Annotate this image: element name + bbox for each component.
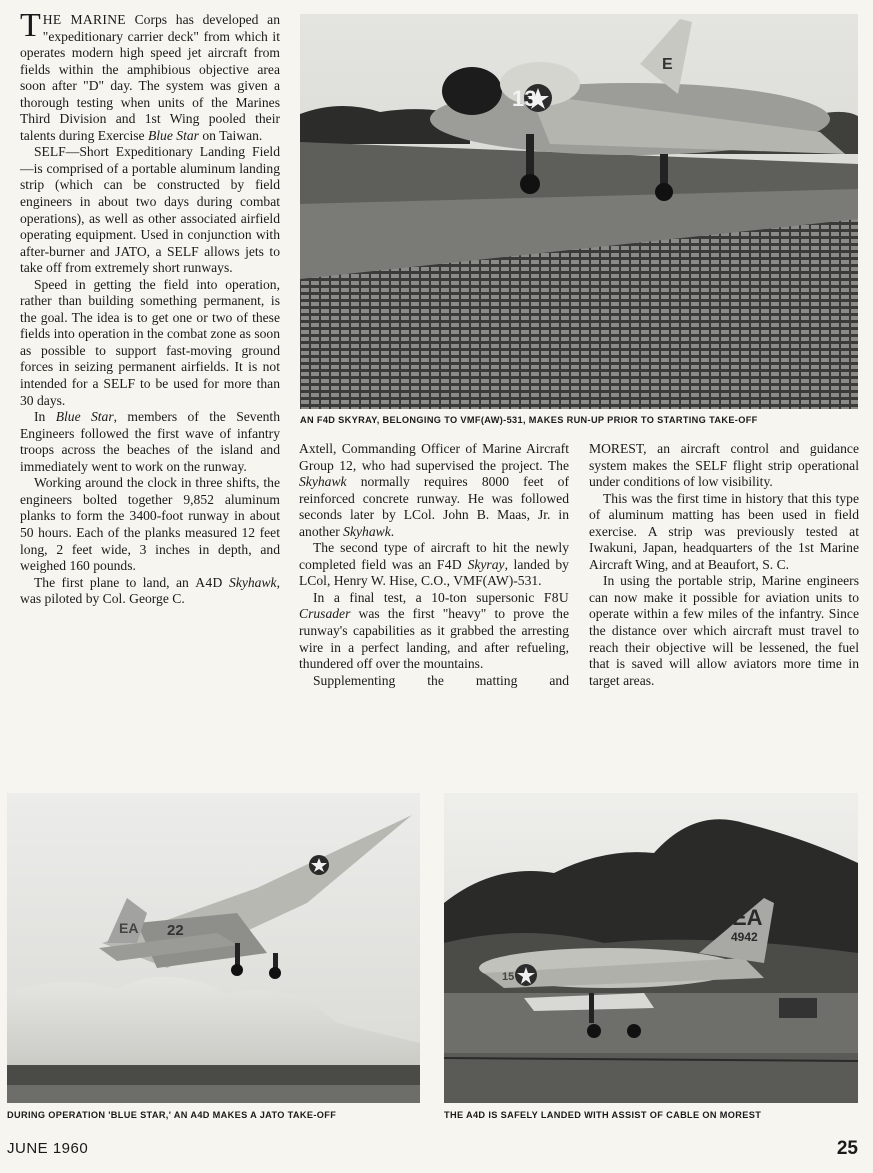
photo-a4d-landed [444, 793, 858, 1103]
article-paragraph: The second type of aircraft to hit the newly completed field was an F4D Skyray, landed by LCol, Henry W. Hise, C.O., VMF(AW)-531. [299, 540, 569, 589]
issue-date: JUNE 1960 [7, 1140, 89, 1157]
tail-letter: E [662, 56, 673, 73]
article-paragraph: Axtell, Commanding Officer of Marine Aircraft Group 12, who had supervised the project. The Skyhawk normally requires 8000 feet of reinforced concrete runway. He was followed seconds later by LCol. John B. Maas, Jr. in another Skyhawk. [299, 441, 569, 539]
page-number: 25 [836, 1138, 858, 1159]
article-column-1 [20, 7, 280, 608]
lead-in: HE MARINE [42, 12, 126, 27]
article-paragraph: In Blue Star, members of the Seventh Engineers followed the first wave of infantry troops across the beaches of the island and immediately went to work on the runway. [20, 409, 280, 474]
photo-a4d-landed-image [444, 793, 858, 1103]
article-paragraph: In using the portable strip, Marine engineers can now make it possible for aviation units to operate within a few miles of the infantry. Since the distance over which aircraft must travel to reach their objective will be lessened, the fuel that is saved will allow aviators more time in target areas. [589, 573, 859, 688]
article-column-2 [299, 441, 569, 689]
article-paragraph: This was the first time in history that this type of aluminum matting has been used in field exercise. A strip was previously tested at Iwakuni, Japan, headquarters of the 1st Marine Aircraft Wing, and at Beaufort, S. C. [589, 490, 859, 572]
photo-caption-top: AN F4D SKYRAY, BELONGING TO VMF(AW)-531, MAKES RUN-UP PRIOR TO STARTING TAKE-OFF [300, 415, 758, 425]
article-paragraph: The first plane to land, an A4D Skyhawk, was piloted by Col. George C. [20, 574, 280, 607]
tail-code: EA [732, 905, 763, 930]
photo-f4d-skyray-image [300, 14, 858, 409]
article-column-3 [589, 441, 859, 689]
photo-a4d-jato-takeoff [7, 793, 420, 1103]
photo-a4d-jato-image [7, 793, 420, 1103]
photo-f4d-skyray [300, 14, 858, 409]
article-paragraph: Working around the clock in three shifts, the engineers bolted together 9,852 aluminum planks to form the 3400-foot runway in about 50 hours. Each of the planks measured 12 feet long, 2 feet wide, 3 inches in depth, and weighed 160 pounds. [20, 475, 280, 574]
article-paragraph: MOREST, an aircraft control and guidance system makes the SELF flight strip operational under conditions of low visibility. [589, 441, 859, 490]
drop-cap: T [20, 7, 41, 44]
article-paragraph: Supplementing the matting and [313, 672, 569, 688]
article-paragraph: In a final test, a 10-ton supersonic F8U Crusader was the first "heavy" to prove the runway's capabilities as it grabbed the arresting wire in a perfect landing, and after refueling, thundered off over the mountains. [299, 589, 569, 672]
photo-caption-bottom-right: THE A4D IS SAFELY LANDED WITH ASSIST OF CABLE ON MOREST [444, 1110, 762, 1120]
nose-number: 15 [502, 971, 515, 983]
tail-number: 4942 [731, 930, 758, 944]
article-paragraph: Speed in getting the field into operation, rather than building something permanent, is the goal. The idea is to get one or two of these fields into operation in the combat zone as soon as possible to support fast-moving ground forces in seizing permanent airfields. It is not intended for a SELF to be used for more than 30 days. [20, 276, 280, 408]
tail-code: EA [119, 920, 139, 936]
article-paragraph: SELF—Short Expeditionary Landing Field—is comprised of a portable aluminum landing strip (which can be constructed by field engineers in about two days during combat operations), as well as other associated airfield operating equipment. Used in conjunction with after-burner and JATO, a SELF allows jets to take off from extremely short runways. [20, 144, 280, 276]
aircraft-number: 22 [167, 922, 184, 939]
photo-caption-bottom-left: DURING OPERATION 'BLUE STAR,' AN A4D MAKES A JATO TAKE-OFF [7, 1110, 337, 1120]
nose-number: 13 [512, 86, 537, 111]
article-paragraph: THE MARINE Corps has developed an "expeditionary carrier deck" from which it operates modern high speed jet aircraft from fields within the amphibious objective area soon after "D" day. The system was given a thorough testing when units of the Marines Third Division and 1st Wing pooled their talents during Exercise Blue Star on Taiwan. [20, 7, 280, 143]
